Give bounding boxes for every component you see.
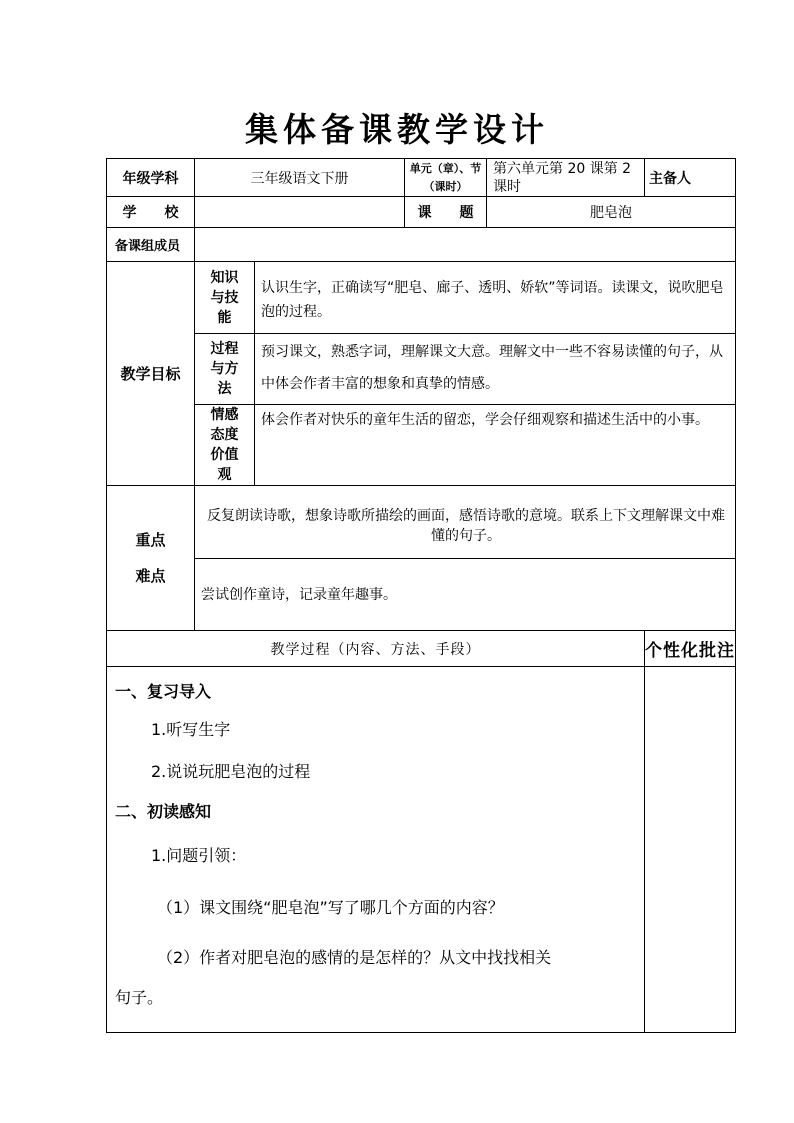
- annotation-area: [645, 667, 736, 1033]
- key-difficult-label: [107, 486, 195, 631]
- question-2-continued: 句子。: [115, 988, 164, 1007]
- lesson-label: 课 题: [405, 197, 487, 228]
- annotation-header: 个性化批注: [645, 631, 736, 667]
- grade-subject-label: 年级学科: [107, 159, 195, 197]
- difficult-point-text: 尝试创作童诗，记录童年趣事。: [195, 559, 736, 631]
- unit-label: 单元（章）、节（课时）: [405, 159, 487, 197]
- step-questions: 1.问题引领：: [151, 846, 247, 865]
- preparer-label: 主备人: [645, 159, 736, 197]
- school-label: 学 校: [107, 197, 195, 228]
- grade-subject-value: 三年级语文下册: [195, 159, 405, 197]
- difficult-label: 难点: [135, 567, 166, 585]
- key-point-text: 反复朗读诗歌，想象诗歌所描绘的画面，感悟诗歌的意境。联系上下文理解课文中难懂的句子。: [195, 486, 736, 559]
- document-title: 集体备课教学设计: [245, 110, 549, 149]
- objective-name-process: 过程与方法: [195, 334, 255, 405]
- key-label: 重点: [135, 531, 166, 549]
- section-review-heading: 一、复习导入: [115, 682, 212, 701]
- unit-value: 第六单元第 20 课第 2 课时: [487, 159, 645, 197]
- members-value: [195, 228, 736, 262]
- objective-text-knowledge: 认识生字，正确读写“肥皂、廊子、透明、娇软”等词语。读课文，说吹肥皂泡的过程。: [255, 262, 736, 334]
- lesson-value: 肥皂泡: [487, 197, 736, 228]
- step-describe-process: 2.说说玩肥皂泡的过程: [151, 762, 311, 781]
- question-1: （1）课文围绕“肥皂泡”写了哪几个方面的内容？: [157, 898, 504, 917]
- objective-text-process: 预习课文，熟悉字词，理解课文大意。理解文中一些不容易读懂的句子，从中体会作者丰富的想象和真挚的情感。: [255, 334, 736, 405]
- process-content: [107, 667, 645, 1033]
- objective-name-knowledge: 知识与技能: [195, 262, 255, 334]
- school-value: [195, 197, 405, 228]
- objectives-label: 教学目标: [107, 262, 195, 486]
- lesson-plan-table: [106, 158, 736, 1033]
- step-dictation: 1.听写生字: [151, 720, 231, 739]
- process-header: 教学过程（内容、方法、手段）: [107, 631, 645, 667]
- members-label: 备课组成员: [107, 228, 195, 262]
- section-first-reading-heading: 二、初读感知: [115, 802, 212, 821]
- objective-name-emotion: 情感态度价值观: [195, 405, 255, 486]
- question-2: （2）作者对肥皂泡的感情的是怎样的？从文中找找相关: [157, 948, 552, 967]
- objective-text-emotion: 体会作者对快乐的童年生活的留恋，学会仔细观察和描述生活中的小事。: [255, 405, 736, 486]
